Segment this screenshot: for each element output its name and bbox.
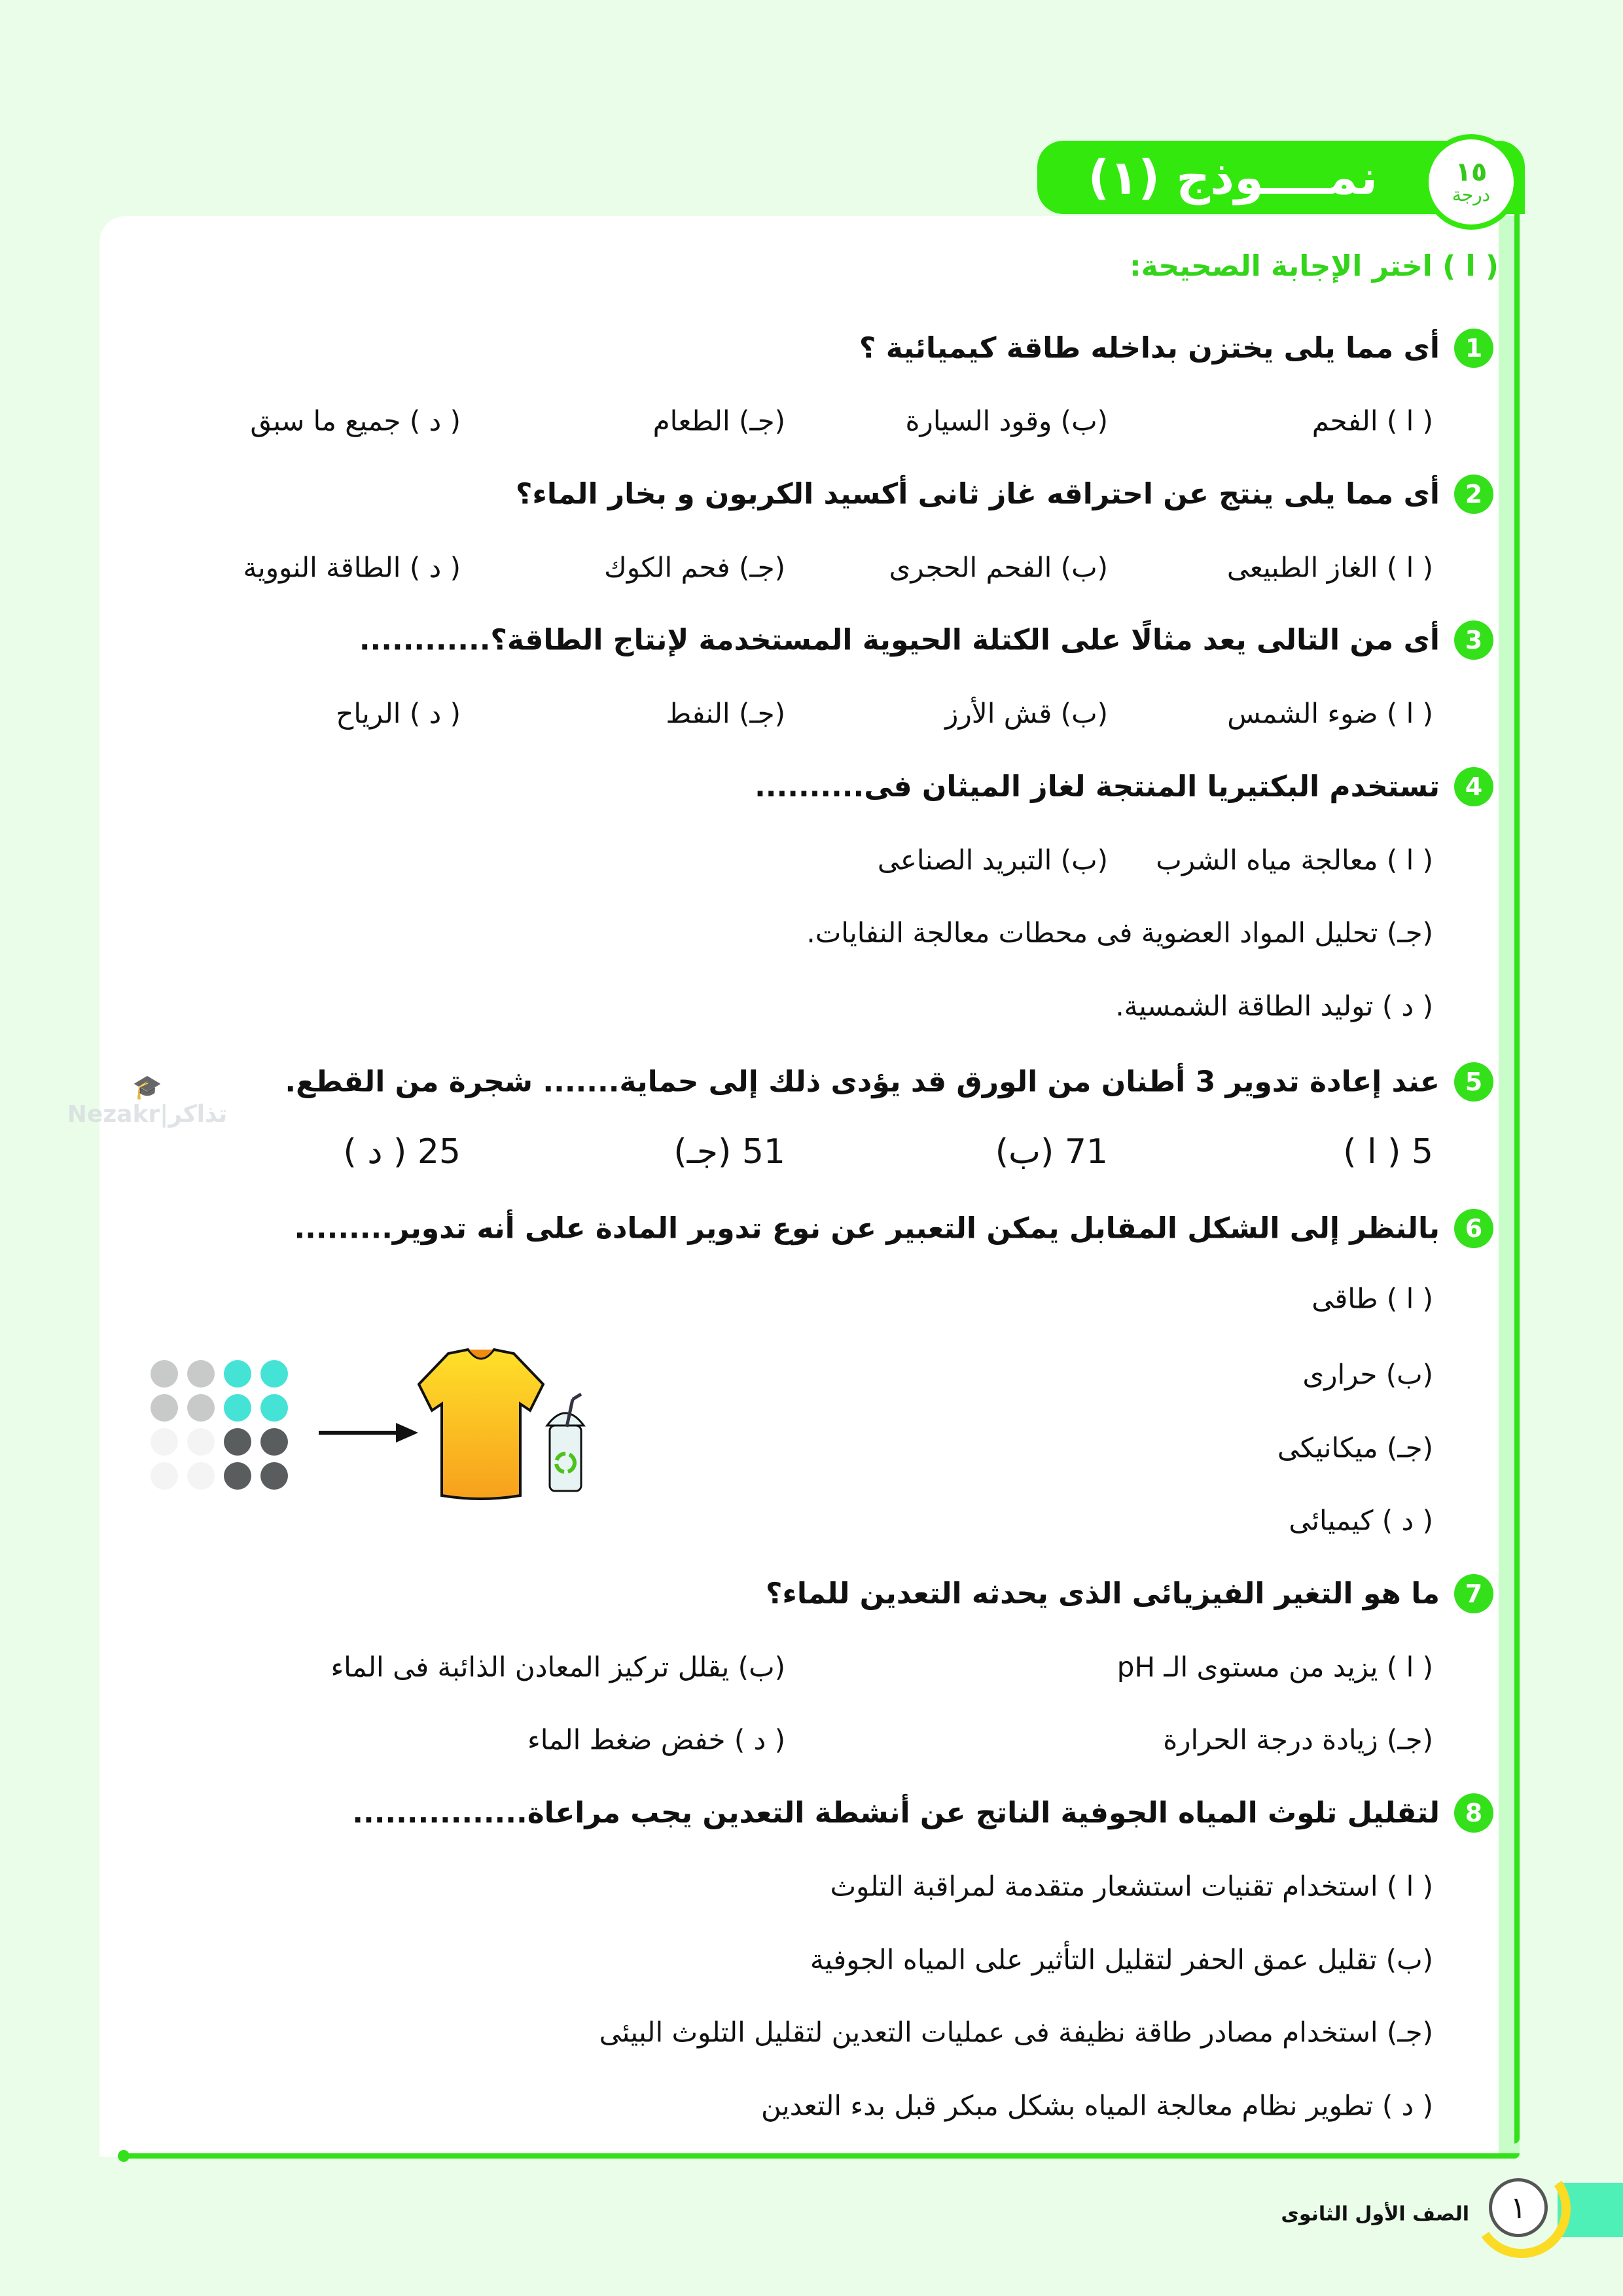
option-b[interactable]: (ب) حرارى	[1302, 1358, 1433, 1391]
dot	[187, 1462, 215, 1490]
page-number: ١	[1489, 2178, 1548, 2237]
dot	[151, 1462, 178, 1490]
dot	[224, 1462, 251, 1490]
dot	[260, 1428, 288, 1456]
dot	[151, 1428, 178, 1456]
question-number: 6	[1454, 1209, 1493, 1248]
option-d[interactable]: 25 ( د )	[343, 1132, 461, 1172]
arrow-icon	[319, 1431, 397, 1435]
option-a[interactable]: ( ا ) يزيد من مستوى الـ pH	[1116, 1651, 1433, 1683]
score-unit: درجة	[1452, 183, 1491, 206]
tshirt-icon	[419, 1350, 543, 1499]
recycle-cup-icon	[547, 1394, 584, 1491]
card-border-bottom	[124, 2153, 1520, 2159]
option-a[interactable]: ( ا ) الغاز الطبيعى	[1226, 551, 1433, 584]
dot	[187, 1394, 215, 1422]
option-d[interactable]: ( د ) خفض ضغط الماء	[527, 1723, 785, 1756]
dot	[260, 1394, 288, 1422]
question-text: عند إعادة تدوير 3 أطنان من الورق قد يؤدى ذلك إلى حماية....... شجرة من القطع.	[285, 1065, 1440, 1099]
option-a[interactable]: ( ا ) معالجة مياه الشرب	[1156, 844, 1433, 876]
dot	[224, 1428, 251, 1456]
option-c[interactable]: (جـ) الطعام	[652, 404, 785, 437]
option-a[interactable]: ( ا ) استخدام تقنيات استشعار متقدمة لمراقبة التلوث	[830, 1870, 1433, 1903]
question-number: 2	[1454, 475, 1493, 514]
question-number: 8	[1454, 1793, 1493, 1833]
page-title: نمــــوذج (١)	[1088, 150, 1378, 205]
dot	[187, 1428, 215, 1456]
option-d[interactable]: ( د ) توليد الطاقة الشمسية.	[1115, 990, 1433, 1022]
card-border-right	[1514, 196, 1520, 2144]
question-number: 3	[1454, 620, 1493, 660]
dot	[224, 1394, 251, 1422]
question-text: بالنظر إلى الشكل المقابل يمكن التعبير عن نوع تدوير المادة على أنه تدوير.........	[294, 1211, 1440, 1246]
option-d[interactable]: ( د ) كيميائى	[1289, 1504, 1433, 1537]
score-badge	[1423, 134, 1519, 230]
option-d[interactable]: ( د ) تطوير نظام معالجة المياه بشكل مبكر قبل بدء التعدين	[760, 2089, 1433, 2122]
dot	[187, 1360, 215, 1388]
score-value: ١٥	[1455, 156, 1488, 187]
option-b[interactable]: (ب) قش الأرز	[945, 697, 1108, 730]
section-title: ( ا ) اختر الإجابة الصحيحة:	[1130, 249, 1499, 283]
option-b[interactable]: (ب) يقلل تركيز المعادن الذائبة فى الماء	[330, 1651, 785, 1683]
option-c[interactable]: (جـ) ميكانيكى	[1277, 1431, 1433, 1464]
option-a[interactable]: ( ا ) الفحم	[1311, 404, 1433, 437]
option-c[interactable]: (جـ) زيادة درجة الحرارة	[1163, 1723, 1433, 1756]
option-b[interactable]: (ب) وقود السيارة	[905, 404, 1108, 437]
option-d[interactable]: ( د ) الرياح	[336, 697, 461, 730]
option-c[interactable]: (جـ) فحم الكوك	[604, 551, 785, 584]
question-number: 5	[1454, 1062, 1493, 1102]
dot	[224, 1360, 251, 1388]
dot	[151, 1394, 178, 1422]
question-text: أى مما يلى ينتج عن احتراقه غاز ثانى أكسيد الكربون و بخار الماء؟	[515, 477, 1440, 511]
question-number: 4	[1454, 767, 1493, 806]
option-c[interactable]: 51 (جـ)	[673, 1132, 785, 1172]
option-b[interactable]: (ب) التبريد الصناعى	[877, 844, 1108, 876]
option-b[interactable]: 71 (ب)	[995, 1132, 1108, 1172]
question-text: لتقليل تلوث المياه الجوفية الناتج عن أنشطة التعدين يجب مراعاة................	[352, 1796, 1440, 1830]
question-number: 1	[1454, 329, 1493, 368]
question-number: 7	[1454, 1574, 1493, 1613]
material-dots-figure	[151, 1360, 288, 1490]
option-a[interactable]: 5 ( ا )	[1343, 1132, 1433, 1172]
watermark-logo: 🎓 Nezakr|تذاكر	[67, 1074, 228, 1128]
option-d[interactable]: ( د ) الطاقة النووية	[243, 551, 461, 584]
dot	[151, 1360, 178, 1388]
grade-label: الصف الأول الثانوى	[1281, 2202, 1469, 2226]
option-d[interactable]: ( د ) جميع ما سبق	[250, 404, 461, 437]
option-c[interactable]: (جـ) النفط	[666, 697, 785, 730]
question-text: أى من التالى يعد مثالًا على الكتلة الحيوية المستخدمة لإنتاج الطاقة؟............	[359, 623, 1440, 657]
question-text: ما هو التغير الفيزيائى الذى يحدثه التعدين للماء؟	[765, 1577, 1440, 1611]
question-text: أى مما يلى يختزن بداخله طاقة كيميائية ؟	[859, 331, 1440, 365]
question-text: تستخدم البكتيريا المنتجة لغاز الميثان فى..........	[755, 770, 1440, 804]
dot	[260, 1360, 288, 1388]
border-dot	[118, 2150, 130, 2162]
option-c[interactable]: (جـ) تحليل المواد العضوية فى محطات معالجة النفايات.	[806, 916, 1433, 949]
option-a[interactable]: ( ا ) طاقى	[1311, 1282, 1433, 1315]
recycled-products-figure	[412, 1348, 602, 1505]
option-c[interactable]: (جـ) استخدام مصادر طاقة نظيفة فى عمليات التعدين لتقليل التلوث البيئى	[599, 2016, 1433, 2049]
option-a[interactable]: ( ا ) ضوء الشمس	[1227, 697, 1433, 730]
dot	[260, 1462, 288, 1490]
option-b[interactable]: (ب) الفحم الحجرى	[889, 551, 1108, 584]
option-b[interactable]: (ب) تقليل عمق الحفر لتقليل التأثير على المياه الجوفية	[810, 1943, 1433, 1976]
